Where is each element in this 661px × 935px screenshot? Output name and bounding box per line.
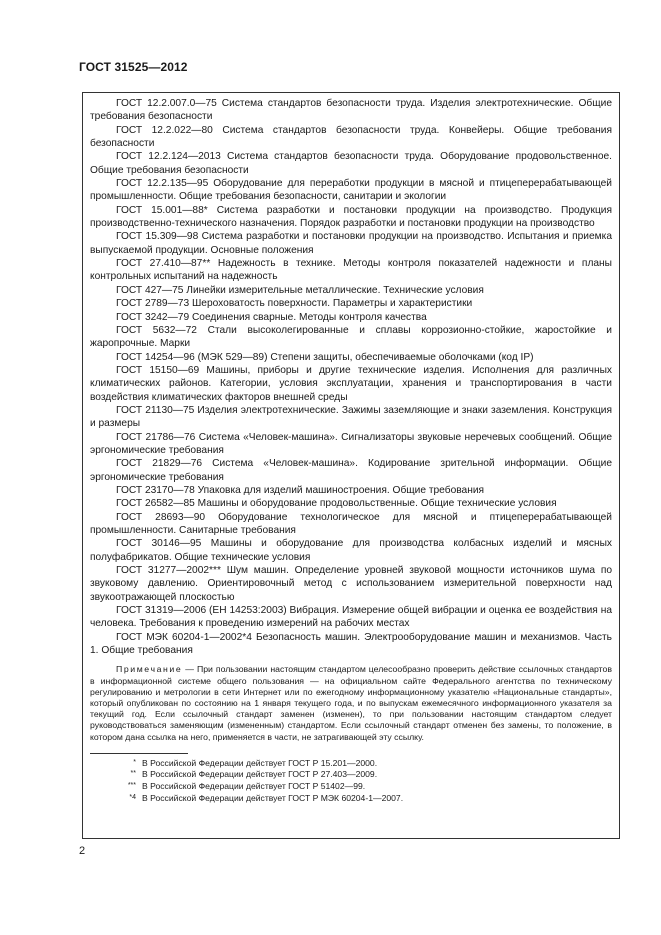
reference-item: ГОСТ 3242—79 Соединения сварные. Методы контроля качества (116, 311, 427, 323)
footnote-mark: *4 (129, 793, 136, 801)
reference-item: ГОСТ 31319—2006 (ЕН 14253:2003) Вибрация. Измерение общей вибрации и оценка ее воздействия на человека. Требования к проведению измерений на рабочих местах (90, 605, 612, 630)
reference-item: ГОСТ 21829—76 Система «Человек-машина». Кодирование зрительной информации. Общие эргономические требования (90, 458, 612, 483)
footnote (90, 758, 612, 770)
reference-item: ГОСТ 15.001—88* Система разработки и постановки продукции на производство. Продукция производственно-технического назначения. Порядок разработки и постановки продукции на производство (90, 204, 612, 230)
note-paragraph (90, 664, 612, 742)
footnote-mark: ** (130, 770, 136, 778)
footnote-text: В Российской Федерации действует ГОСТ Р МЭК 60204-1—2007. (142, 792, 404, 803)
reference-item: ГОСТ 15150—69 Машины, приборы и другие технические изделия. Исполнения для различных климатических районов. Категории, условия эксплуатации, хранения и транспортирования в части воздействия климатических факторов внешней среды (90, 364, 612, 403)
footnote (90, 781, 612, 793)
reference-item: ГОСТ 2789—73 Шероховатость поверхности. Параметры и характеристики (116, 298, 473, 310)
note-text: — При пользовании настоящим стандартом целесообразно проверить действие ссылочных стандартов в информационной системе общего пользования — на официальном сайте Федерального агентства по техническому регулированию и метрологии в сети Интернет или по ежегодному информационному указателю «Национальные стандарты», который опубликован по состоянию на 1 января текущего года, и по выпускам ежемесячного информационного указателя за текущий год. Если ссылочный стандарт заменен (изменен), то при пользовании настоящим стандартом следует руководствоваться заменяющим (измененным) стандартом. Если ссылочный стандарт отменен без замены, то положение, в котором дана ссылка на него, применяется в части, не затрагивающей эту ссылку. (90, 664, 612, 742)
reference-item: ГОСТ 427—75 Линейки измерительные металлические. Технические условия (116, 284, 484, 296)
reference-item: ГОСТ 12.2.022—80 Система стандартов безопасности труда. Конвейеры. Общие требования безопасности (90, 124, 612, 150)
footnote-mark: *** (127, 782, 136, 790)
footnote-text: В Российской Федерации действует ГОСТ Р 15.201—2000. (142, 757, 378, 768)
note-label: Примечание (116, 664, 183, 675)
footnote-mark: * (133, 758, 136, 766)
reference-item: ГОСТ 12.2.135—95 Оборудование для переработки продукции в мясной и птицеперерабатывающей промышленности. Общие требования безопасности, санитарии и экологии (90, 178, 612, 203)
reference-item: ГОСТ 28693—90 Оборудование технологическое для мясной и птицеперерабатывающей промышленности. Санитарные требования (90, 511, 612, 536)
reference-item: ГОСТ 5632—72 Стали высоколегированные и сплавы коррозионно-стойкие, жаростойкие и жаропрочные. Марки (90, 324, 612, 350)
footnote (90, 793, 612, 805)
reference-item: ГОСТ 23170—78 Упаковка для изделий машиностроения. Общие требования (116, 484, 485, 496)
footnote-text: В Российской Федерации действует ГОСТ Р 51402—99. (142, 781, 366, 792)
footnotes (90, 758, 612, 804)
reference-item: ГОСТ 30146—95 Машины и оборудование для производства колбасных изделий и мясных полуфабрикатов. Общие технические условия (90, 538, 612, 563)
reference-item: ГОСТ МЭК 60204-1—2002*4 Безопасность машин. Электрооборудование машин и механизмов. Часть 1. Общие требования (90, 631, 612, 657)
reference-item: ГОСТ 14254—96 (МЭК 529—89) Степени защиты, обеспечиваемые оболочками (код IP) (116, 351, 534, 363)
page-number: 2 (79, 845, 86, 857)
reference-item: ГОСТ 15.309—98 Система разработки и постановки продукции на производство. Испытания и приемка выпускаемой продукции. Основные положения (90, 231, 612, 256)
reference-item: ГОСТ 31277—2002*** Шум машин. Определение уровней звуковой мощности источников шума по звуковому давлению. Ориентировочный метод с использованием измерительной поверхности над звукоотражающей плоскостью (90, 565, 612, 603)
footnote-text: В Российской Федерации действует ГОСТ Р 27.403—2009. (142, 769, 378, 780)
normative-references-list (90, 97, 612, 657)
reference-item: ГОСТ 12.2.007.0—75 Система стандартов безопасности труда. Изделия электротехнические. Общие требования безопасности (90, 98, 612, 123)
reference-item: ГОСТ 12.2.124—2013 Система стандартов безопасности труда. Оборудование продовольственное. Общие требования безопасности (90, 151, 612, 176)
reference-item: ГОСТ 21786—76 Система «Человек-машина». Сигнализаторы звуковые неречевых сообщений. Общие эргономические требования (90, 431, 612, 456)
footnote-divider (90, 753, 188, 754)
footnote (90, 769, 612, 781)
content-frame (82, 92, 620, 839)
document-code: ГОСТ 31525—2012 (79, 60, 188, 74)
reference-item: ГОСТ 27.410—87** Надежность в технике. Методы контроля показателей надежности и планы контрольных испытаний на надежность (90, 258, 612, 283)
reference-item: ГОСТ 21130—75 Изделия электротехнические. Зажимы заземляющие и знаки заземления. Конструкция и размеры (90, 404, 612, 430)
reference-item: ГОСТ 26582—85 Машины и оборудование продовольственные. Общие технические условия (116, 498, 557, 510)
